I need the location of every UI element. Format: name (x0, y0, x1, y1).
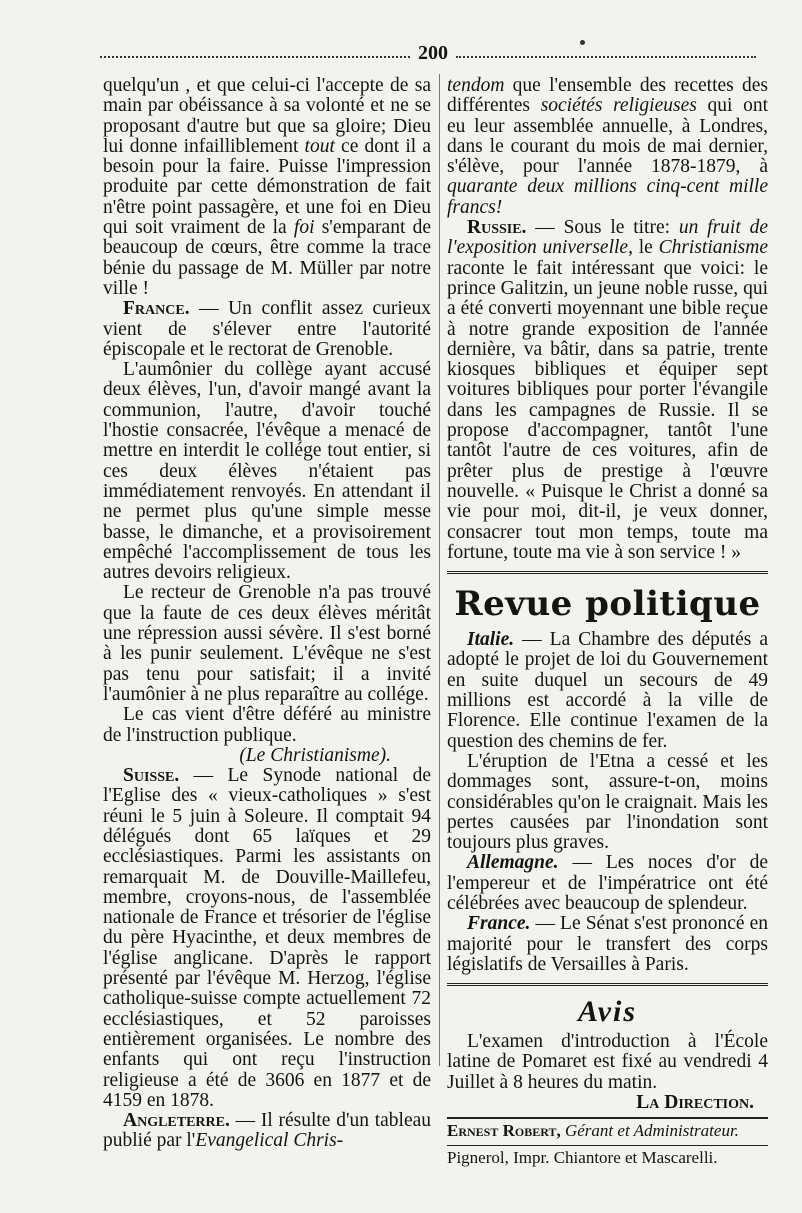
muller-text-2: ce dont il a besoin pour la faire. Puisse l'impression produite par cette démonstration de fait n'être point passagère, et une foi en Dieu qui soit vraiment de la (103, 135, 432, 239)
avis-signature (447, 1093, 768, 1113)
angleterre-italic: Evangelical Chris- (195, 1130, 344, 1152)
footer-rule (447, 1117, 768, 1119)
montant-italic: quarante deux millions cinq-cent mille francs! (447, 176, 768, 218)
header-rule-left (100, 56, 410, 58)
angleterre-text: — Il résulte d'un tableau publié par l' (103, 1110, 431, 1152)
angleterre-paragraph (103, 1111, 431, 1152)
footer-gerant (447, 1121, 768, 1141)
muller-paragraph (103, 76, 431, 299)
allemagne-label: Allemagne. (467, 852, 559, 874)
russie-text-2: , le (628, 237, 659, 259)
column-divider (439, 74, 440, 1066)
russie-label: Russie. (467, 217, 527, 239)
france-label: France. (123, 298, 190, 320)
russie-text-1: — Sous le titre: (526, 217, 679, 239)
tendom-italic: tendom (447, 75, 505, 96)
footer-name: Ernest Robert, (447, 1121, 561, 1141)
suisse-label: Suisse. (123, 765, 180, 787)
recettes-text-1: que l'ensemble des recettes des différentes (447, 75, 768, 117)
muller-italic-foi: foi (293, 217, 315, 239)
france-politique-label: France. (467, 913, 531, 935)
suisse-text: — Le Synode national de l'Eglise des « vieux-catholiques » s'est réuni le 5 juin à Soleure. Il comptait 94 délégués dont 65 laïques et 29 ecclésiastiques. Parmi les assistants on remarquait M. de Douville-Maillefeu, membre, croyons-nous, de l'assemblée nationale de France et trésorier de l'église du père Hyacinthe, et deux membres de l'église anglicane. D'après le rapport présenté par l'évêque M. Herzog, l'église catholique-suisse compte actuellement 72 ecclésiastiques, et 52 paroisses entièrement organisées. Le nombre des enfants qui ont reçu l'instruction religieuse a été de 3606 en 1877 et de 4159 en 1878. (103, 765, 431, 1111)
header-rule-right (456, 56, 756, 58)
footer-role: Gérant et Administrateur. (560, 1121, 739, 1141)
page-header (100, 42, 768, 66)
france-politique-paragraph (447, 914, 768, 975)
france-source (103, 746, 431, 766)
russie-text-3: raconte le fait intéressant que voici: le prince Galitzin, un jeune noble russe, qui a été converti moyennant une bible reçue à notre grande exposition de l'année dernière, va bâtir, dans sa patrie, trente kiosques bibliques et équiper sept voitures bibliques pour porter l'évangile dans les campagnes de Russie. Il se propose d'accompagner, tantôt l'une tantôt l'autre de ces voitures, afin de prêter plus de prestige à l'œuvre nouvelle. « Puisque le Christ a donné sa vie pour moi, dit-il, je veux donner, consacrer tout mon temps, toute ma fortune, toute ma vie à son service ! » (447, 257, 768, 563)
footer-printer: Pignerol, Impr. Chiantore et Mascarelli. (447, 1148, 718, 1168)
russie-italic-2: Christianisme (658, 237, 768, 259)
right-column (447, 76, 768, 1168)
avis-separator (447, 983, 768, 986)
avis-signature-text: La Direction. (636, 1092, 754, 1114)
allemagne-text: — Les noces d'or de l'empereur et de l'impératrice ont été célébrées avec beaucoup de splendeur. (447, 852, 768, 914)
avis-paragraph: L'examen d'introduction à l'École latine de Pomaret est fixé au vendredi 4 Juillet à 8 heures du matin. (447, 1031, 768, 1093)
footer-rule-2 (447, 1145, 768, 1146)
france-paragraph-2: L'aumônier du collège ayant accusé deux élèves, l'un, d'avoir mangé avant la communion, l'autre, d'avoir touché l'hostie consacrée, l'évêque a menacé de mettre en interdit le collége tout entier, si ces deux élèves n'étaient pas immédiatement renvoyés. En attendant il ne permet plus qu'une simple messe basse, le dimanche, et a provisoirement empêché l'accomplissement de tous les autres devoirs religieux. (103, 359, 431, 584)
italie-paragraph (447, 630, 768, 752)
france-text-1: — Un conflit assez curieux vient de s'élever entre l'autorité épiscopale et le rectorat de Grenoble. (103, 298, 431, 360)
avis-heading: Avis (577, 995, 638, 1029)
recettes-text-2: qui ont eu leur assemblée annuelle, à Londres, dans le courant du mois de mai dernier, s'élève, pour l'année 1878-1879, à (447, 95, 768, 178)
societes-italic: sociétés religieuses (540, 95, 697, 117)
france-politique-text: — Le Sénat s'est prononcé en majorité pour le transfert des corps législatifs de Versailles à Paris. (447, 913, 768, 975)
france-paragraph-4: Le cas vient d'être déféré au ministre de l'instruction publique. (103, 704, 431, 746)
russie-paragraph (447, 218, 768, 563)
russie-italic-1: un fruit de l'exposition universelle (447, 217, 768, 259)
muller-italic-tout: tout (304, 135, 335, 157)
france-paragraph-1 (103, 299, 431, 360)
france-source-text: (Le Christianisme). (239, 744, 391, 766)
italie-text: — La Chambre des députés a adopté le projet de loi du Gouvernement en suite duquel un secours de 49 millions est accordé à la ville de Florence. Elle continue l'examen de la question des chemins de fer. (447, 629, 768, 752)
page-number: 200 (418, 42, 448, 64)
italie-label: Italie. (467, 629, 515, 651)
etna-paragraph: L'éruption de l'Etna a cessé et les dommages sont, assure-t-on, moins considérables qu'on le craignait. Mais les pertes causées par l'inondation sont toujours plus graves. (447, 750, 768, 854)
allemagne-paragraph (447, 853, 768, 914)
muller-text-1: quelqu'un , et que celui-ci l'accepte de sa main par obéissance à sa volonté et ne se proposant d'autre but que sa gloire; Dieu lui donne infailliblement (103, 75, 431, 157)
angleterre-label: Angleterre. (123, 1110, 230, 1132)
angleterre-continued (447, 76, 768, 218)
suisse-paragraph (103, 766, 431, 1111)
section-separator (447, 571, 768, 574)
france-paragraph-3: Le recteur de Grenoble n'a pas trouvé que la faute de ces deux élèves méritât une répression aussi sévère. Il s'est borné à les punir seulement. L'évêque ne s'est pas tenu pour satisfait; il a invité l'aumônier à ne plus reparaître au collége. (103, 582, 431, 705)
left-column (103, 76, 431, 1152)
revue-politique-heading: Revue politique (454, 584, 761, 625)
muller-text-3: s'emparant de beaucoup de cœurs, être comme la trace bénie du passage de M. Müller par notre ville ! (103, 217, 431, 299)
